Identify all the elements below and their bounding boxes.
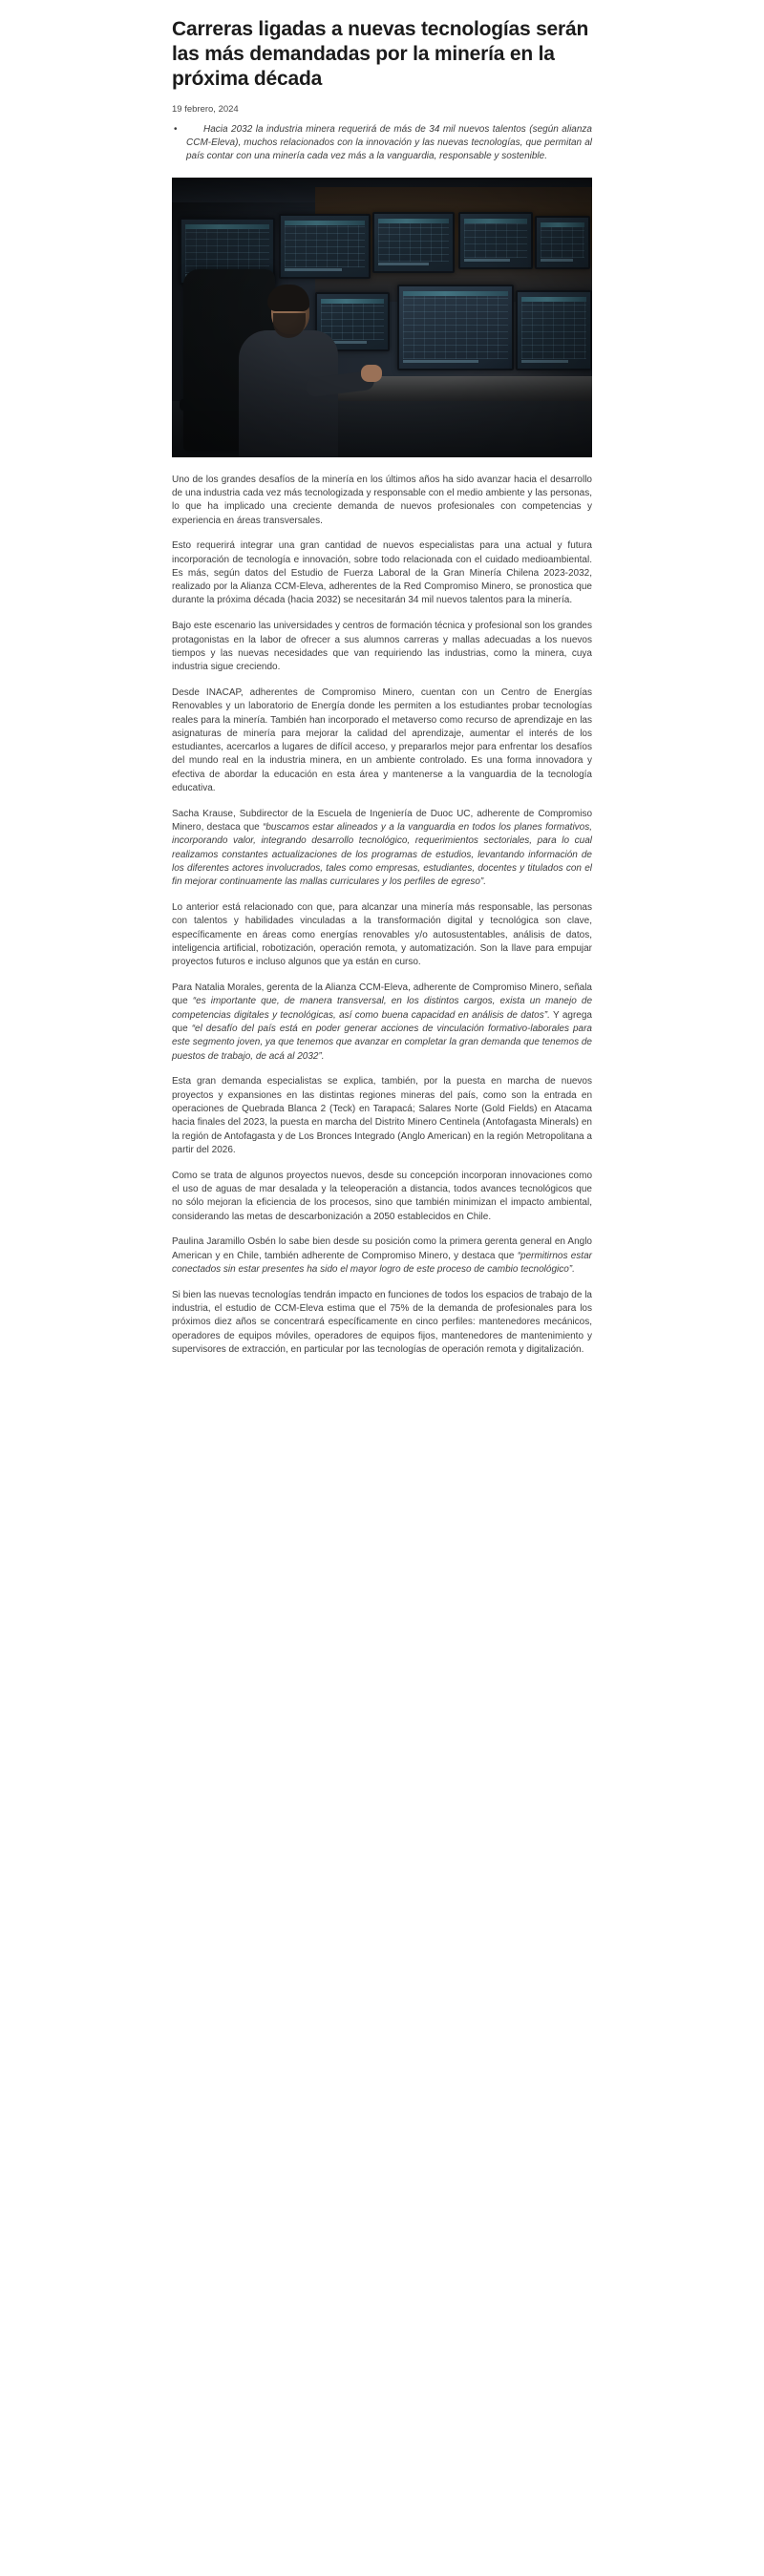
body-paragraph: Uno de los grandes desafíos de la minería en los últimos años ha sido avanzar hacia el desarrollo de una industria cada vez más tecnologizada y responsable con el medio ambiente y las personas, lo que ha implicado una creciente demanda de nuevos profesionales con competencias y experiencia en áreas transversales. [172,474,592,526]
publish-date: 19 febrero, 2024 [172,104,239,115]
quote-paragraph-morales [172,982,592,1064]
quote-text: “permitirnos estar conectados sin estar presentes ha sido el mayor logro de este proceso de cambio tecnológico”. [172,1250,592,1275]
body-paragraph: Desde INACAP, adherentes de Compromiso Minero, cuentan con un Centro de Energías Renovables y un laboratorio de Energía donde les permiten a los estudiantes probar tecnologías reales para la minería. También han incorporado el metaverso como recurso de aprendizaje en las asignaturas de minería para mejorar la calidad del aprendizaje, aumentar el interés de los estudiantes, acercarlos a lugares de difícil acceso, y prepararlos mejor para enfrentar los desafíos del mundo real en la industria minera, en un ambiente controlado. Es una forma innovadora y efectiva de abordar la educación en esta área y mantenerse a la vanguardia de la tecnología educativa. [172,686,592,794]
article-image [172,178,592,457]
article-container [172,17,592,1357]
photo-vignette [172,178,592,457]
body-paragraph: Como se trata de algunos proyectos nuevos, desde su concepción incorporan innovaciones como el uso de aguas de mar desalada y la teleoperación a distancia, todos avances tecnológicos que no sólo mejoran la eficiencia de los procesos, sino que también minimizan el impacto ambiental, considerando las metas de descarbonización a 2050 establecidos en Chile. [172,1170,592,1222]
body-paragraph: Lo anterior está relacionado con que, para alcanzar una minería más responsable, las personas con talentos y habilidades vinculadas a la transformación digital y tecnológica son clave, específicamente en áreas como energías renovables y/o autosustentables, análisis de datos, inteligencia artificial, robotización, operación remota, y automatización. Son la llave para empujar proyectos futuros e incluso algunos que ya están en curso. [172,902,592,968]
lead-paragraph: Hacia 2032 la industria minera requerirá de más de 34 mil nuevos talentos (según alianza CCM-Eleva), muchos relacionados con la innovación y las nuevas tecnologías, que permitan al país contar con una minería cada vez más a la vanguardia, responsable y sostenible. [186,124,592,162]
quote-intro-text: Sacha Krause, Subdirector de la Escuela de Ingeniería de Duoc UC, adherente de Compromiso Minero, destaca que [172,808,592,834]
quote-paragraph-osben [172,1235,592,1277]
body-paragraph: Bajo este escenario las universidades y centros de formación técnica y profesional son los grandes protagonistas en la labor de ofrecer a sus alumnos carreras y mallas adecuadas a los nuevos tiempos y las nuevas necesidades que van requiriendo las industrias, como la minera, cuya industria sigue creciendo. [172,621,592,673]
quote-middle-text: Y agrega que [172,1009,592,1034]
quote-text-first: “es importante que, de manera transversal, en los distintos cargos, exista un manejo de competencias digitales y tecnológicas, así como buena capacidad en análisis de datos”. [172,996,593,1021]
quote-intro-text: Para Natalia Morales, gerenta de la Alianza CCM-Eleva, adherente de Compromiso Minero, señala que [172,982,592,1007]
body-paragraph: Esto requerirá integrar una gran cantidad de nuevos especialistas para una actual y futura incorporación de tecnología e innovación, sobre todo relacionada con el cuidado medioambiental. Es más, según datos del Estudio de Fuerza Laboral de la Gran Minería Chilena 2023-2032, realizado por la Alianza CCM-Eleva, adherentes de la Red Compromiso Minero, se pronostica que durante la próxima década (hacia 2032) se necesitarán 34 mil nuevos talentos para la minería. [172,540,592,606]
quote-text: “buscamos estar alineados y a la vanguardia en todos los planes formativos, incorporando valor, integrando desarrollo tecnológico, requerimientos sectoriales, para lo cual realizamos constantes actualizaciones de los programas de estudios, levantando información de los diferentes actores involucrados, tales como empresas, estudiantes, docentes y titulados con el fin mejorar continuamente las mallas curriculares y los perfiles de egreso”. [172,822,593,888]
quote-text-second: “el desafío del país está en poder generar acciones de vinculación formativo-laborales para este segmento joven, ya que tenemos que avanzar en completar la gran demanda que tenemos de puestos de trabajo, de acá al 2032”. [172,1024,592,1062]
body-paragraph: Esta gran demanda especialistas se explica, también, por la puesta en marcha de nuevos proyectos y expansiones en las distintas regiones mineras del país, como son la entrada en operaciones de Quebrada Blanca 2 (Teck) en Tarapacá; Salares Norte (Gold Fields) en Atacama hacia finales del 2023, la puesta en marcha del Distrito Minero Centinela (Antofagasta Minerals) en la región de Antofagasta y de Los Bronces Integrado (Anglo American) en la región Metropolitana a partir del 2026. [172,1076,592,1155]
lead-paragraph-row [172,123,592,164]
quote-intro-text: Paulina Jaramillo Osbén lo sabe bien desde su posición como la primera gerenta general en Anglo American y en Chile, también adherente de Compromiso Minero, y destaca que [172,1236,592,1261]
page-title: Carreras ligadas a nuevas tecnologías serán las más demandadas por la minería en la próxima década [172,18,589,90]
bullet-marker: • [174,124,178,135]
quote-paragraph-krause [172,808,592,890]
body-paragraph: Si bien las nuevas tecnologías tendrán impacto en funciones de todos los espacios de trabajo de la industria, el estudio de CCM-Eleva estima que el 75% de la demanda de profesionales para los próximos diez años se concentrará específicamente en cinco perfiles: mantenedores mecánicos, operadores de equipos móviles, operadores de equipos fijos, mantenedores de mantenimiento y supervisores de extracción, en particular por las tecnologías de operación remota y digitalización. [172,1289,592,1355]
